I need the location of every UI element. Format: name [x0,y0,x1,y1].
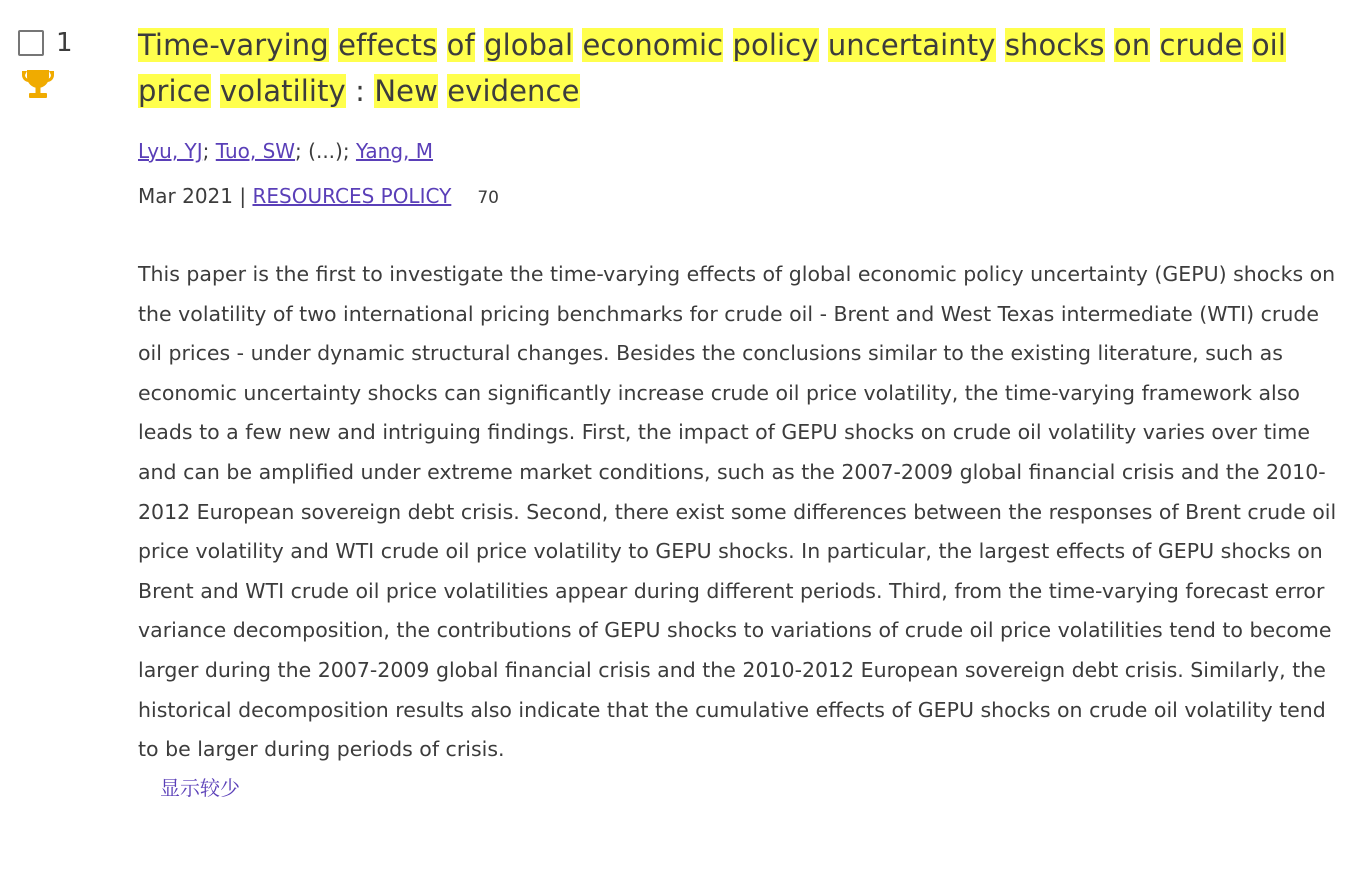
author-separator: ; [295,139,309,163]
title-token: volatility [220,74,346,108]
title-space [437,28,446,62]
title-space [1150,28,1159,62]
author-separator: ; [202,139,216,163]
record-title[interactable] [138,22,1347,114]
source-separator: | [239,184,247,208]
journal-link[interactable]: RESOURCES POLICY [252,184,452,208]
author-link[interactable]: Yang, M [355,139,434,163]
journal-volume: 70 [477,188,499,208]
record-checkbox[interactable] [18,30,44,56]
title-token: uncertainty [827,28,996,62]
title-token: on [1113,28,1151,62]
title-space [438,74,447,108]
title-space [1243,28,1252,62]
record-left-rail [18,30,123,102]
title-token: global [484,28,574,62]
title-token: crude [1159,28,1243,62]
title-token: economic [582,28,724,62]
author-separator: ; [342,139,356,163]
title-token: of [446,28,475,62]
highly-cited-badge[interactable] [18,68,123,102]
author-link[interactable]: Tuo, SW [215,139,296,163]
title-token: effects [338,28,438,62]
title-token: New [374,74,438,108]
title-token: policy [732,28,819,62]
show-less-link[interactable]: 显示较少 [160,775,240,800]
record-content [138,22,1347,801]
record-select-row [18,30,123,56]
title-space [819,28,828,62]
record-source-line [138,183,1347,211]
author-link[interactable]: Lyu, YJ [138,139,203,163]
title-space [723,28,732,62]
record-authors [138,138,1347,164]
title-token: price [138,74,211,108]
title-space [996,28,1005,62]
authors-ellipsis: (...) [308,139,343,163]
title-space [211,74,220,108]
title-token: Time-varying [138,28,329,62]
title-token: evidence [447,74,580,108]
title-token: shocks [1004,28,1105,62]
title-space [1105,28,1114,62]
title-space [475,28,484,62]
record-abstract: This paper is the first to investigate the time-varying effects of global economic policy uncertainty (GEPU) shocks on the volatility of two international pricing benchmarks for crude oil - Brent and West Texas intermediate (WTI) crude oil prices - under dynamic structural changes. Besides the conclusions similar to the existing literature, such as economic uncertainty shocks can significantly increase crude oil price volatility, the time-varying framework also leads to a few new and intriguing findings. First, the impact of GEPU shocks on crude oil volatility varies over time and can be amplified under extreme market conditions, such as the 2007-2009 global financial crisis and the 2010-2012 European sovereign debt crisis. Second, there exist some differences between the responses of Brent crude oil price volatility and WTI crude oil price volatility to GEPU shocks. In particular, the largest effects of GEPU shocks on Brent and WTI crude oil price volatilities appear during different periods. Third, from the time-varying forecast error variance decomposition, the contributions of GEPU shocks to variations of crude oil price volatilities tend to become larger during the 2007-2009 global financial crisis and the 2010-2012 European sovereign debt crisis. Similarly, the historical decomposition results also indicate that the cumulative effects of GEPU shocks on crude oil volatility tend to be larger during periods of crisis. [138,262,1337,762]
title-separator: : [345,74,375,108]
record-number: 1 [56,28,73,58]
trophy-icon [20,68,56,102]
title-space [329,28,338,62]
title-token: oil [1251,28,1287,62]
publication-date: Mar 2021 [138,184,233,208]
